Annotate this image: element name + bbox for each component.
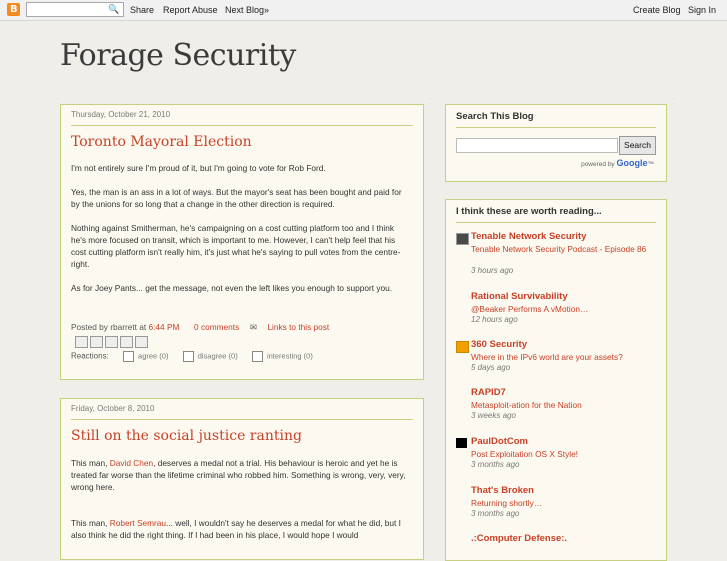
share-link[interactable]: Share — [130, 5, 155, 15]
search-button[interactable]: Search — [619, 136, 656, 155]
post-title[interactable]: Toronto Mayoral Election — [71, 134, 252, 150]
links-to-post-link[interactable]: Links to this post — [267, 322, 330, 332]
post-card — [60, 398, 424, 560]
post-paragraph: This man, Robert Semrau... well, I wouldn't say he deserves a medal for what he did, but I also think he did the right thing. If I had been in his place, I would hope I would — [71, 518, 401, 540]
blog-post-time: 5 days ago — [471, 363, 511, 372]
email-share-icon[interactable] — [75, 336, 88, 348]
blog-post-time: 3 months ago — [471, 460, 520, 469]
blog-post-link[interactable]: Post Exploitation OS X Style! — [471, 449, 578, 459]
post-time-link[interactable]: 6:44 PM — [148, 322, 180, 332]
post-title[interactable]: Still on the social justice ranting — [71, 428, 302, 444]
reaction-checkbox[interactable] — [123, 351, 134, 362]
blog-name-link[interactable]: PaulDotCom — [471, 436, 528, 447]
comments-link[interactable]: 0 comments — [194, 322, 240, 332]
reaction-label: disagree (0) — [197, 351, 238, 361]
post-date: Thursday, October 21, 2010 — [71, 110, 171, 119]
blog-post-link[interactable]: Metasploit-ation for the Nation — [471, 400, 582, 410]
reaction-checkbox[interactable] — [183, 351, 194, 362]
sign-in-link[interactable]: Sign In — [688, 5, 717, 15]
buzz-share-icon[interactable] — [135, 336, 148, 348]
corner-mark-icon: ˙ — [430, 97, 433, 106]
report-abuse-link[interactable]: Report Abuse — [163, 5, 218, 15]
blog-title[interactable]: Forage Security — [60, 38, 296, 73]
post-paragraph: This man, David Chen, deserves a medal not a trial. His behaviour is heroic and yet he is treated far worse than the lifetime criminal who robbed him. Something is wrong, very, very, wrong here. — [71, 458, 406, 492]
post-paragraph: As for Joey Pants... get the message, not even the left likes you enough to support you. — [71, 283, 393, 293]
twitter-share-icon[interactable] — [105, 336, 118, 348]
corner-mark-icon: ˙ — [56, 97, 59, 106]
blogger-icon — [456, 341, 469, 353]
blogger-logo-icon[interactable]: B — [7, 3, 20, 16]
at-label: at — [139, 322, 147, 332]
reactions-label: Reactions: — [71, 351, 109, 361]
post-body — [71, 457, 406, 553]
blog-post-link[interactable]: Tenable Network Security Podcast - Episode 86 — [471, 244, 647, 254]
blog-post-time: 3 months ago — [471, 509, 520, 518]
blog-name-link[interactable]: 360 Security — [471, 339, 527, 350]
post-card — [60, 104, 424, 380]
post-paragraph: I'm not entirely sure I'm proud of it, but I'm going to vote for Rob Ford. — [71, 163, 326, 173]
blog-post-link[interactable]: @Beaker Performs A vMotion… — [471, 304, 589, 314]
reaction-label: interesting (0) — [266, 351, 313, 361]
tenable-icon — [456, 233, 469, 245]
reactions-row — [71, 351, 313, 362]
facebook-share-icon[interactable] — [120, 336, 133, 348]
blog-post-link[interactable]: Returning shortly… — [471, 498, 543, 508]
david-chen-link[interactable]: David Chen — [109, 458, 154, 468]
corner-mark-icon: ˙ — [672, 97, 675, 106]
blog-name-link[interactable]: .:Computer Defense:. — [471, 533, 568, 544]
posted-by-label: Posted by — [71, 322, 108, 332]
post-date: Friday, October 8, 2010 — [71, 404, 155, 413]
reaction-label: agree (0) — [138, 351, 169, 361]
navbar-search-icon[interactable]: 🔍 — [108, 4, 120, 14]
widget-title: I think these are worth reading... — [456, 206, 602, 217]
google-logo: Google — [616, 158, 648, 168]
share-buttons — [75, 336, 150, 348]
blog-list-widget — [445, 199, 667, 561]
post-footer — [71, 322, 329, 332]
robert-semrau-link[interactable]: Robert Semrau — [109, 518, 166, 528]
post-author: rbarrett — [110, 322, 137, 332]
pauldotcom-icon — [456, 438, 467, 448]
blog-post-time: 12 hours ago — [471, 315, 518, 324]
post-paragraph: Yes, the man is an ass in a lot of ways. But the mayor's seat has been bought and paid for by the unions for so long that a change in the other direction is required. — [71, 187, 402, 209]
widget-title: Search This Blog — [456, 111, 534, 122]
blog-post-time: 3 weeks ago — [471, 411, 516, 420]
blog-post-time: 3 hours ago — [471, 266, 514, 275]
divider — [71, 125, 413, 126]
email-post-icon[interactable]: ✉ — [249, 322, 257, 332]
blogthis-share-icon[interactable] — [90, 336, 103, 348]
reaction-checkbox[interactable] — [252, 351, 263, 362]
blog-name-link[interactable]: Rational Survivability — [471, 291, 568, 302]
divider — [456, 222, 656, 223]
powered-by-google: powered by Google™ — [581, 158, 654, 168]
divider — [71, 419, 413, 420]
search-widget — [445, 104, 667, 182]
blog-post-link[interactable]: Where in the IPv6 world are your assets? — [471, 352, 623, 362]
next-blog-link[interactable]: Next Blog» — [225, 5, 270, 15]
post-paragraph: Nothing against Smitherman, he's campaigning on a cost cutting platform too and I think he's more focused on transit, which is important to me. However, I can't help feel that his cost cutting platform isn't really him, it's just what he's saying to pull votes from the centre-right. — [71, 223, 401, 269]
blog-search-input[interactable] — [456, 138, 618, 153]
create-blog-link[interactable]: Create Blog — [633, 5, 681, 15]
post-body — [71, 162, 406, 306]
blog-name-link[interactable]: That's Broken — [471, 485, 534, 496]
blogger-navbar — [0, 0, 727, 21]
blog-name-link[interactable]: Tenable Network Security — [471, 231, 587, 242]
divider — [456, 127, 656, 128]
blog-name-link[interactable]: RAPID7 — [471, 387, 506, 398]
